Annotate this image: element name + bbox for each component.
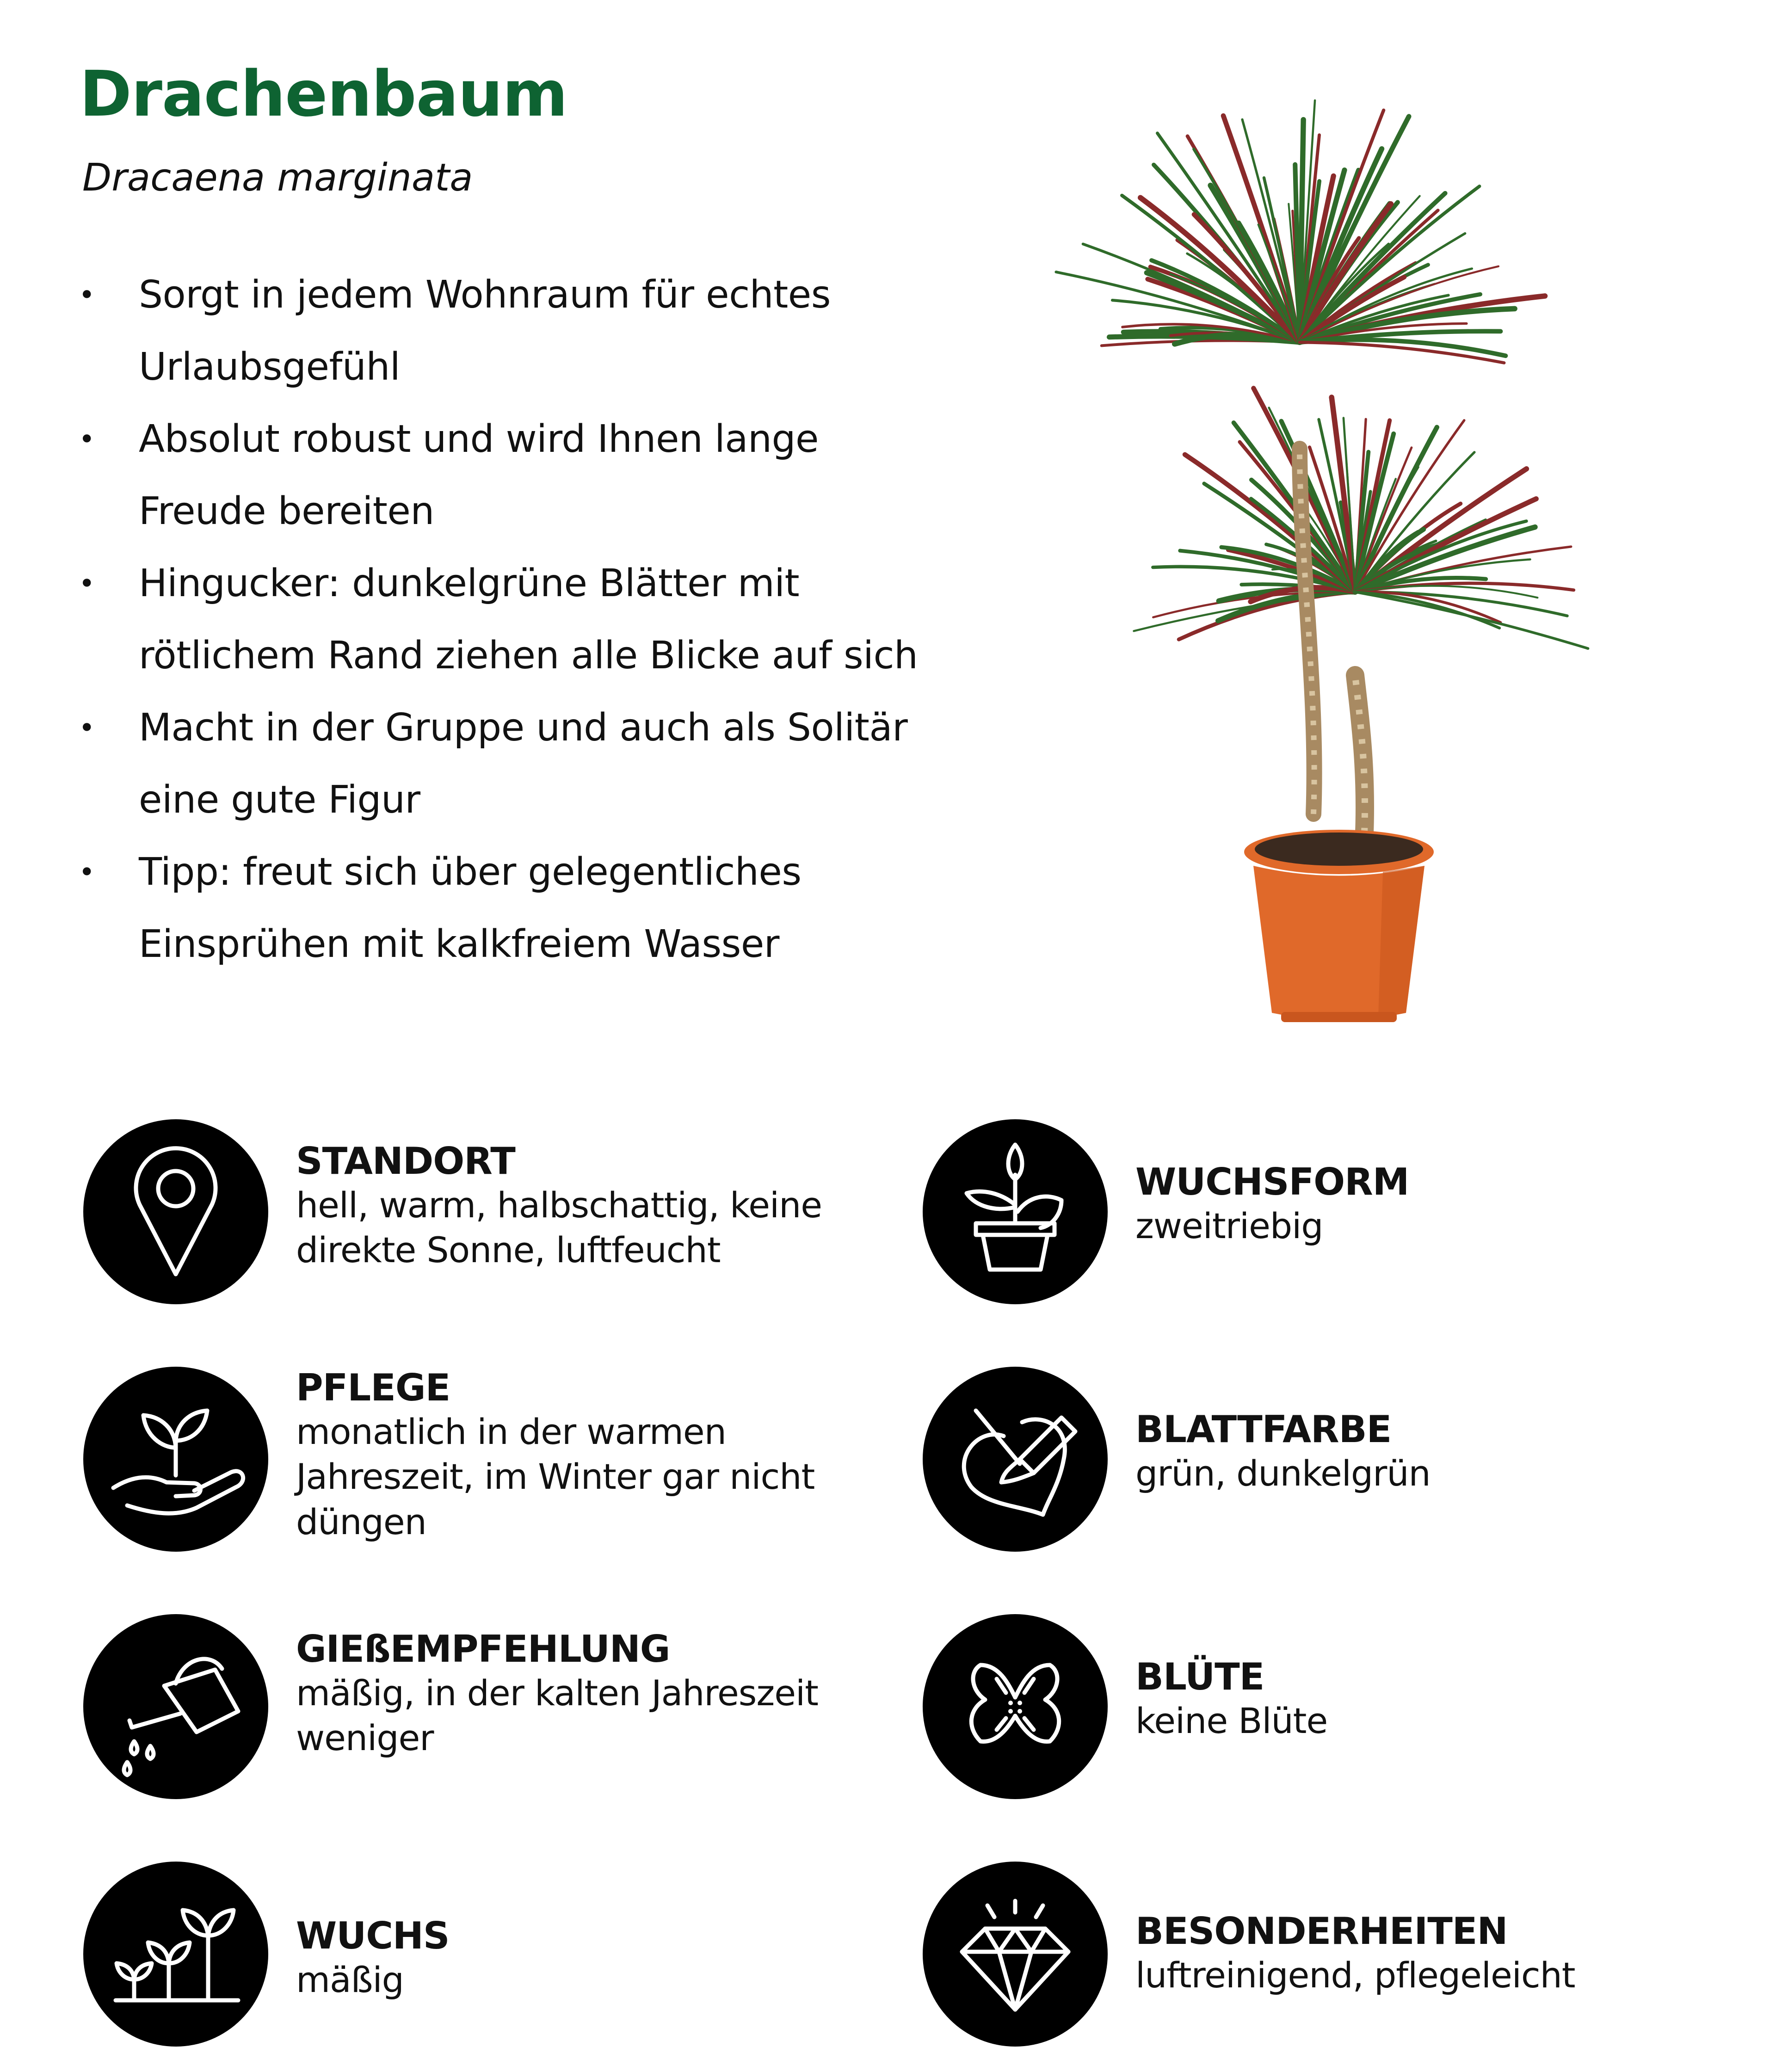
dracaena-plant-image <box>994 46 1688 1041</box>
feature-text: keine Blüte <box>1135 1700 1328 1741</box>
potted-plant-icon <box>923 1119 1108 1304</box>
feature-title: STANDORT <box>296 1140 515 1183</box>
growing-sprouts-icon <box>83 1862 268 2047</box>
highlight-list <box>79 259 925 980</box>
feature-title: BLÜTE <box>1135 1655 1264 1698</box>
feature-text: hell, warm, halbschattig, keine direkte Sonne, luftfeucht <box>296 1184 822 1271</box>
upper-leaf-crown <box>1056 100 1545 363</box>
highlight-item: • Sorgt in jedem Wohnraum für echtes Urlaubsgefühl <box>79 259 925 403</box>
highlight-item: • Macht in der Gruppe und auch als Solitär eine gute Figur <box>79 692 925 836</box>
flower-icon <box>923 1614 1108 1799</box>
feature-text: mäßig <box>296 1959 404 2000</box>
feature-text: grün, dunkelgrün <box>1135 1453 1431 1494</box>
highlight-item: • Tipp: freut sich über gelegentliches Einsprühen mit kalkfreiem Wasser <box>79 836 925 980</box>
feature-text: mäßig, in der kalten Jahreszeit weniger <box>296 1672 818 1759</box>
feature-text: monatlich in der warmen Jahreszeit, im Winter gar nicht düngen <box>296 1411 815 1542</box>
leaf-brush-icon <box>923 1367 1108 1552</box>
feature-title: WUCHS <box>296 1914 450 1957</box>
watering-can-icon <box>83 1614 268 1799</box>
highlight-item: • Absolut robust und wird Ihnen lange Freude bereiten <box>79 403 925 548</box>
pot-soil <box>1255 832 1423 866</box>
feature-title: PFLEGE <box>296 1366 450 1409</box>
lower-leaf-crown <box>1134 388 1588 648</box>
feature-title: GIEßEMPFEHLUNG <box>296 1628 670 1671</box>
pot-shade <box>1378 866 1424 1018</box>
plant-leaf <box>1300 342 1504 363</box>
product-title: Drachenbaum <box>80 58 567 131</box>
product-latin-name: Dracaena marginata <box>82 156 473 200</box>
highlight-item: • Hingucker: dunkelgrüne Blätter mit rötlichem Rand ziehen alle Blicke auf sich <box>79 548 925 692</box>
plant-leaf <box>1355 592 1588 648</box>
feature-title: WUCHSFORM <box>1135 1160 1409 1203</box>
feature-text: zweitriebig <box>1135 1205 1323 1246</box>
hand-sprout-icon <box>83 1367 268 1552</box>
diamond-icon <box>923 1862 1108 2047</box>
pot-foot <box>1281 1012 1397 1022</box>
feature-text: luftreinigend, pflegeleicht <box>1135 1955 1575 1996</box>
feature-title: BESONDERHEITEN <box>1135 1910 1508 1953</box>
feature-title: BLATTFARBE <box>1135 1408 1392 1451</box>
location-pin-icon <box>83 1119 268 1304</box>
